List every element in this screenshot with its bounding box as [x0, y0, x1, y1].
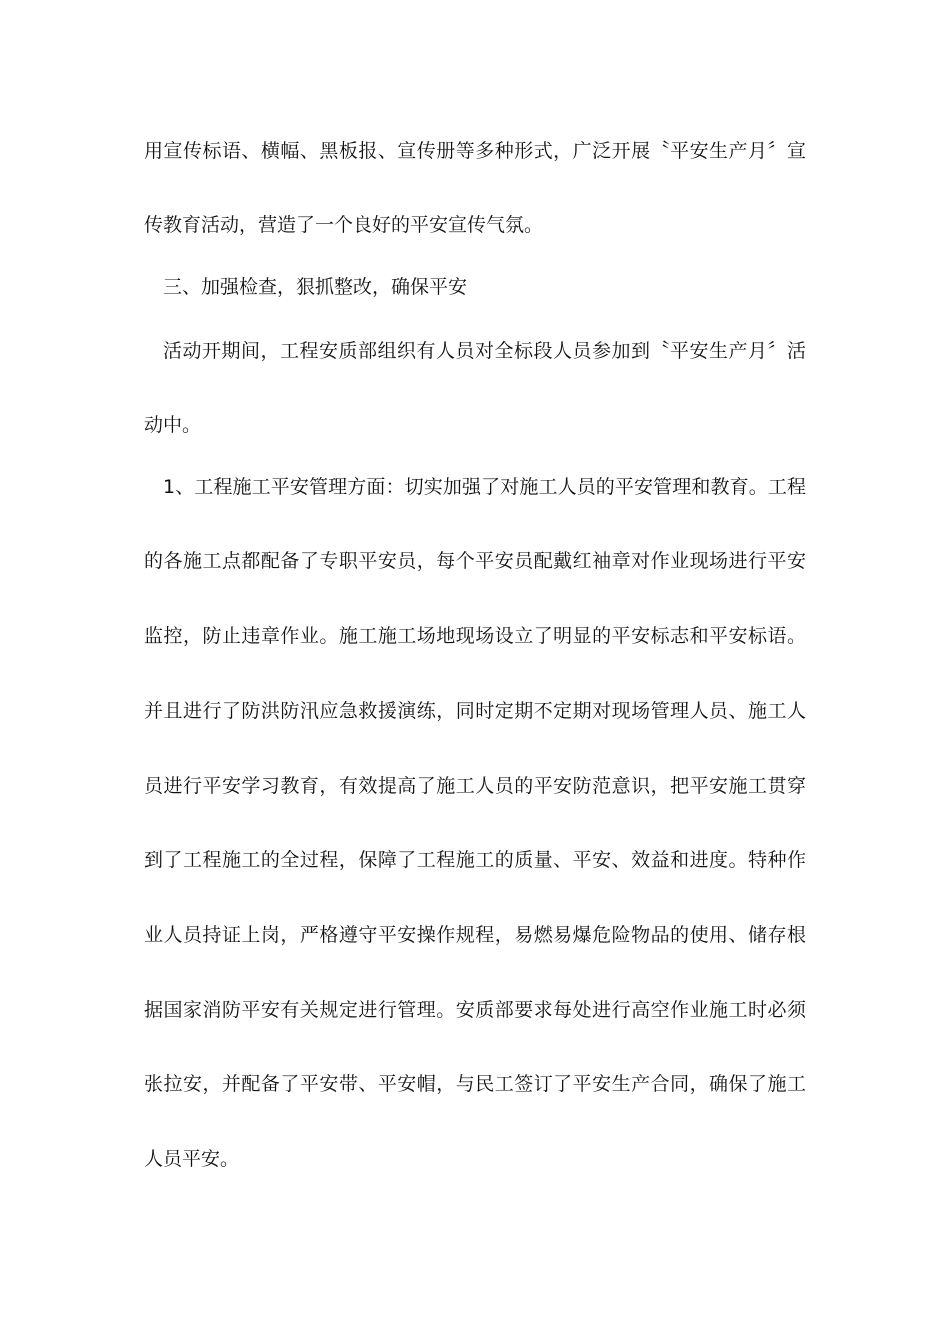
text-line-13: 据国家消防平安有关规定进行管理。安质部要求每处进行高空作业施工时必须: [144, 999, 806, 1021]
text-line-15: 人员平安。: [144, 1148, 240, 1170]
text-line-11: 到了工程施工的全过程，保障了工程施工的质量、平安、效益和进度。特种作: [144, 849, 806, 871]
text-line-4: 活动开期间，工程安质部组织有人员对全标段人员参加到〝平安生产月〞活: [163, 340, 806, 362]
text-line-6: 1、工程施工平安管理方面：切实加强了对施工人员的平安管理和教育。工程: [163, 476, 806, 498]
text-line-7: 的各施工点都配备了专职平安员，每个平安员配戴红袖章对作业现场进行平安: [144, 550, 806, 572]
section-heading: 三、加强检查，狠抓整改，确保平安: [163, 276, 468, 298]
text-line-8: 监控，防止违章作业。施工施工场地现场设立了明显的平安标志和平安标语。: [144, 625, 806, 647]
text-line-1: 用宣传标语、横幅、黑板报、宣传册等多种形式，广泛开展〝平安生产月〞宣: [144, 140, 806, 162]
text-line-9: 并且进行了防洪防汛应急救援演练，同时定期不定期对现场管理人员、施工人: [144, 700, 806, 722]
text-line-14: 张拉安，并配备了平安带、平安帽，与民工签订了平安生产合同，确保了施工: [144, 1073, 806, 1095]
text-line-2: 传教育活动，营造了一个良好的平安宣传气氛。: [144, 214, 544, 236]
text-line-5: 动中。: [144, 414, 202, 436]
text-line-12: 业人员持证上岗，严格遵守平安操作规程，易燃易爆危险物品的使用、储存根: [144, 924, 806, 946]
text-line-10: 员进行平安学习教育，有效提高了施工人员的平安防范意识，把平安施工贯穿: [144, 775, 806, 797]
